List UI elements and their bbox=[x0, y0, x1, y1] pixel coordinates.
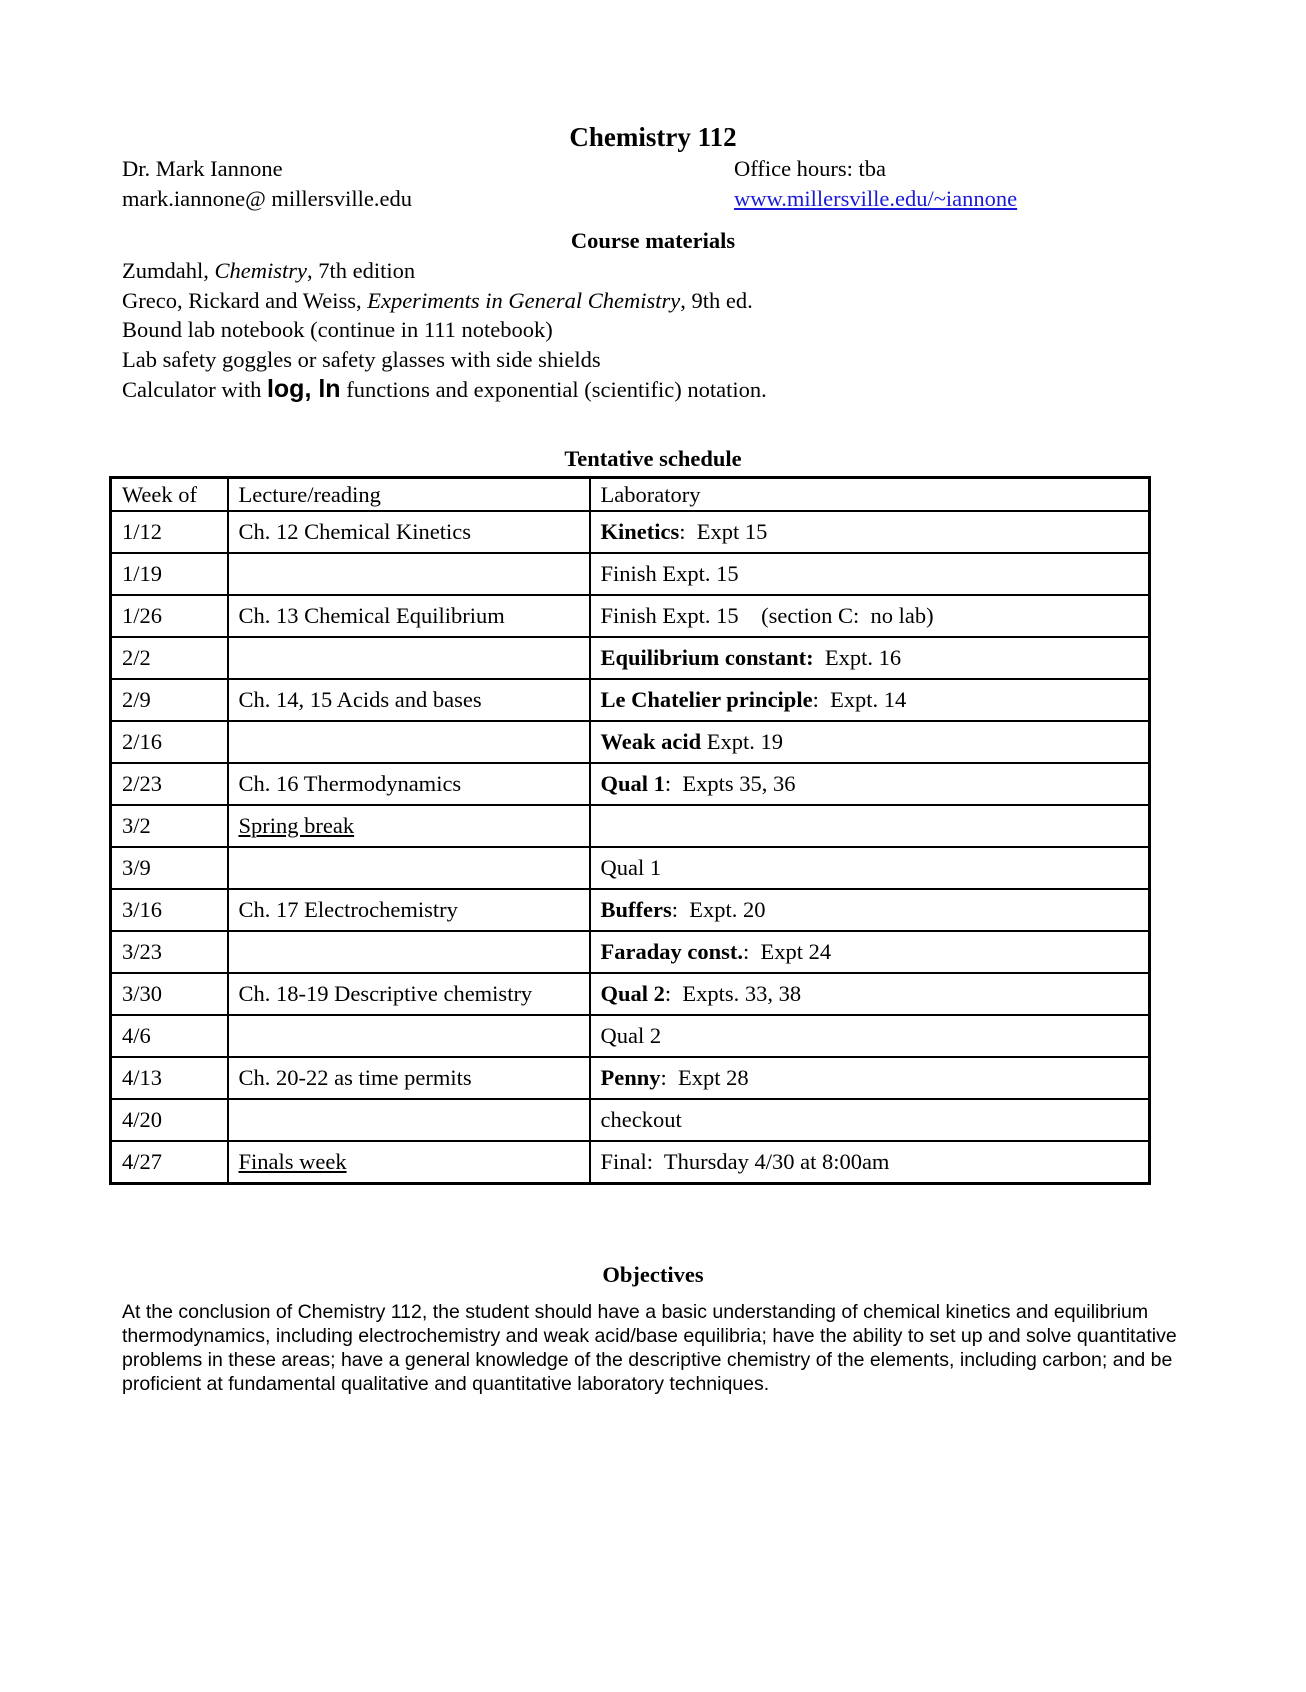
table-row bbox=[111, 637, 1150, 679]
table-row bbox=[111, 973, 1150, 1015]
table-row bbox=[111, 1099, 1150, 1141]
laboratory-text: Finish Expt. 15 bbox=[600, 561, 739, 586]
laboratory-emphasis: Buffers bbox=[600, 897, 672, 922]
week-cell: 2/2 bbox=[111, 637, 228, 679]
laboratory-text: : Expt. 20 bbox=[671, 897, 766, 922]
lecture-cell bbox=[228, 763, 590, 805]
week-cell: 3/23 bbox=[111, 931, 228, 973]
laboratory-cell bbox=[590, 931, 1150, 973]
laboratory-text: : Expts. 33, 38 bbox=[664, 981, 802, 1006]
column-header-laboratory: Laboratory bbox=[590, 478, 1150, 512]
table-row bbox=[111, 847, 1150, 889]
laboratory-emphasis: Le Chatelier principle bbox=[600, 687, 813, 712]
laboratory-emphasis: Penny bbox=[600, 1065, 661, 1090]
week-cell: 2/23 bbox=[111, 763, 228, 805]
laboratory-text: : Expt 28 bbox=[660, 1065, 749, 1090]
lecture-text: Ch. 20-22 as time permits bbox=[238, 1065, 472, 1090]
table-row bbox=[111, 679, 1150, 721]
table-row bbox=[111, 1141, 1150, 1184]
material-notebook: Bound lab notebook (continue in 111 notebook) bbox=[122, 317, 553, 342]
website-link[interactable]: www.millersville.edu/~iannone bbox=[734, 186, 1018, 211]
lecture-cell bbox=[228, 1015, 590, 1057]
lecture-text: Spring break bbox=[238, 813, 355, 838]
laboratory-text: : Expt 24 bbox=[743, 939, 832, 964]
lecture-cell bbox=[228, 1099, 590, 1141]
material-textbook: Zumdahl, Chemistry, 7th edition bbox=[122, 258, 416, 283]
lecture-text: Finals week bbox=[238, 1149, 347, 1174]
laboratory-cell bbox=[590, 973, 1150, 1015]
table-row bbox=[111, 1057, 1150, 1099]
instructor-name: Dr. Mark Iannone bbox=[122, 156, 283, 181]
laboratory-cell bbox=[590, 1057, 1150, 1099]
week-cell: 1/26 bbox=[111, 595, 228, 637]
laboratory-emphasis: Faraday const. bbox=[600, 939, 743, 964]
objectives-text: At the conclusion of Chemistry 112, the student should have a basic understanding of chemical kinetics and equilibrium thermodynamics, including electrochemistry and weak acid/base equilibria; have the ability to set up and solve quantitative problems in these areas; have a general knowledge of the descriptive chemistry of the elements, including carbon; and be proficient at fundamental qualitative and quantitative laboratory techniques. bbox=[122, 1301, 1177, 1395]
material-lab-manual: Greco, Rickard and Weiss, Experiments in General Chemistry, 9th ed. bbox=[122, 288, 753, 313]
laboratory-cell bbox=[590, 679, 1150, 721]
lecture-cell bbox=[228, 637, 590, 679]
week-cell: 2/9 bbox=[111, 679, 228, 721]
laboratory-text: Final: Thursday 4/30 at 8:00am bbox=[600, 1149, 890, 1174]
lecture-cell bbox=[228, 805, 590, 847]
lecture-text: Ch. 12 Chemical Kinetics bbox=[238, 519, 471, 544]
laboratory-emphasis: Qual 2 bbox=[600, 981, 665, 1006]
schedule-header-row bbox=[111, 478, 1150, 512]
laboratory-cell bbox=[590, 847, 1150, 889]
instructor-email: mark.iannone@ millersville.edu bbox=[122, 186, 413, 211]
lecture-cell bbox=[228, 931, 590, 973]
table-row bbox=[111, 889, 1150, 931]
week-cell: 4/20 bbox=[111, 1099, 228, 1141]
week-cell: 1/12 bbox=[111, 511, 228, 553]
week-cell: 3/30 bbox=[111, 973, 228, 1015]
laboratory-cell bbox=[590, 763, 1150, 805]
week-cell: 3/2 bbox=[111, 805, 228, 847]
column-header-lecture: Lecture/reading bbox=[228, 478, 590, 512]
page-title: Chemistry 112 bbox=[569, 122, 737, 152]
table-row bbox=[111, 763, 1150, 805]
laboratory-text: Qual 2 bbox=[600, 1023, 662, 1048]
week-cell: 2/16 bbox=[111, 721, 228, 763]
material-calculator: Calculator with log, ln functions and exponential (scientific) notation. bbox=[122, 375, 767, 403]
schedule-heading: Tentative schedule bbox=[564, 446, 742, 471]
week-cell: 1/19 bbox=[111, 553, 228, 595]
column-header-week: Week of bbox=[111, 478, 228, 512]
lecture-cell bbox=[228, 511, 590, 553]
table-row bbox=[111, 595, 1150, 637]
laboratory-text: checkout bbox=[600, 1107, 682, 1132]
laboratory-cell bbox=[590, 595, 1150, 637]
objectives-heading: Objectives bbox=[602, 1262, 704, 1287]
table-row bbox=[111, 721, 1150, 763]
lecture-text: Ch. 14, 15 Acids and bases bbox=[238, 687, 482, 712]
lecture-cell bbox=[228, 889, 590, 931]
table-row bbox=[111, 931, 1150, 973]
laboratory-cell bbox=[590, 805, 1150, 847]
laboratory-text: : Expt. 14 bbox=[812, 687, 907, 712]
laboratory-text: Expt. 16 bbox=[813, 645, 902, 670]
lecture-text: Ch. 18-19 Descriptive chemistry bbox=[238, 981, 533, 1006]
lecture-cell bbox=[228, 553, 590, 595]
laboratory-cell bbox=[590, 1015, 1150, 1057]
material-goggles: Lab safety goggles or safety glasses with side shields bbox=[122, 347, 601, 372]
course-materials-heading: Course materials bbox=[570, 228, 736, 253]
week-cell: 3/16 bbox=[111, 889, 228, 931]
laboratory-text: : Expt 15 bbox=[679, 519, 768, 544]
laboratory-text: : Expts 35, 36 bbox=[664, 771, 796, 796]
laboratory-cell bbox=[590, 721, 1150, 763]
lecture-cell bbox=[228, 847, 590, 889]
lecture-cell bbox=[228, 1057, 590, 1099]
laboratory-cell bbox=[590, 511, 1150, 553]
lecture-cell bbox=[228, 721, 590, 763]
lecture-cell bbox=[228, 679, 590, 721]
lecture-cell bbox=[228, 1141, 590, 1184]
table-row bbox=[111, 511, 1150, 553]
laboratory-emphasis: Qual 1 bbox=[600, 771, 665, 796]
lecture-text: Ch. 16 Thermodynamics bbox=[238, 771, 462, 796]
week-cell: 4/13 bbox=[111, 1057, 228, 1099]
laboratory-cell bbox=[590, 1141, 1150, 1184]
table-row bbox=[111, 553, 1150, 595]
laboratory-cell bbox=[590, 1099, 1150, 1141]
week-cell: 4/27 bbox=[111, 1141, 228, 1184]
lecture-cell bbox=[228, 973, 590, 1015]
lecture-text: Ch. 17 Electrochemistry bbox=[238, 897, 458, 922]
laboratory-cell bbox=[590, 637, 1150, 679]
laboratory-text: Expt. 19 bbox=[701, 729, 784, 754]
schedule-table bbox=[109, 476, 1151, 1185]
week-cell: 4/6 bbox=[111, 1015, 228, 1057]
laboratory-cell bbox=[590, 553, 1150, 595]
laboratory-emphasis: Weak acid bbox=[600, 729, 702, 754]
laboratory-emphasis: Equilibrium constant: bbox=[600, 645, 814, 670]
week-cell: 3/9 bbox=[111, 847, 228, 889]
table-row bbox=[111, 1015, 1150, 1057]
office-hours: Office hours: tba bbox=[734, 156, 887, 181]
laboratory-text: Finish Expt. 15 (section C: no lab) bbox=[600, 603, 934, 628]
table-row bbox=[111, 805, 1150, 847]
lecture-text: Ch. 13 Chemical Equilibrium bbox=[238, 603, 505, 628]
laboratory-text: Qual 1 bbox=[600, 855, 662, 880]
lecture-cell bbox=[228, 595, 590, 637]
laboratory-emphasis: Kinetics bbox=[600, 519, 680, 544]
laboratory-cell bbox=[590, 889, 1150, 931]
